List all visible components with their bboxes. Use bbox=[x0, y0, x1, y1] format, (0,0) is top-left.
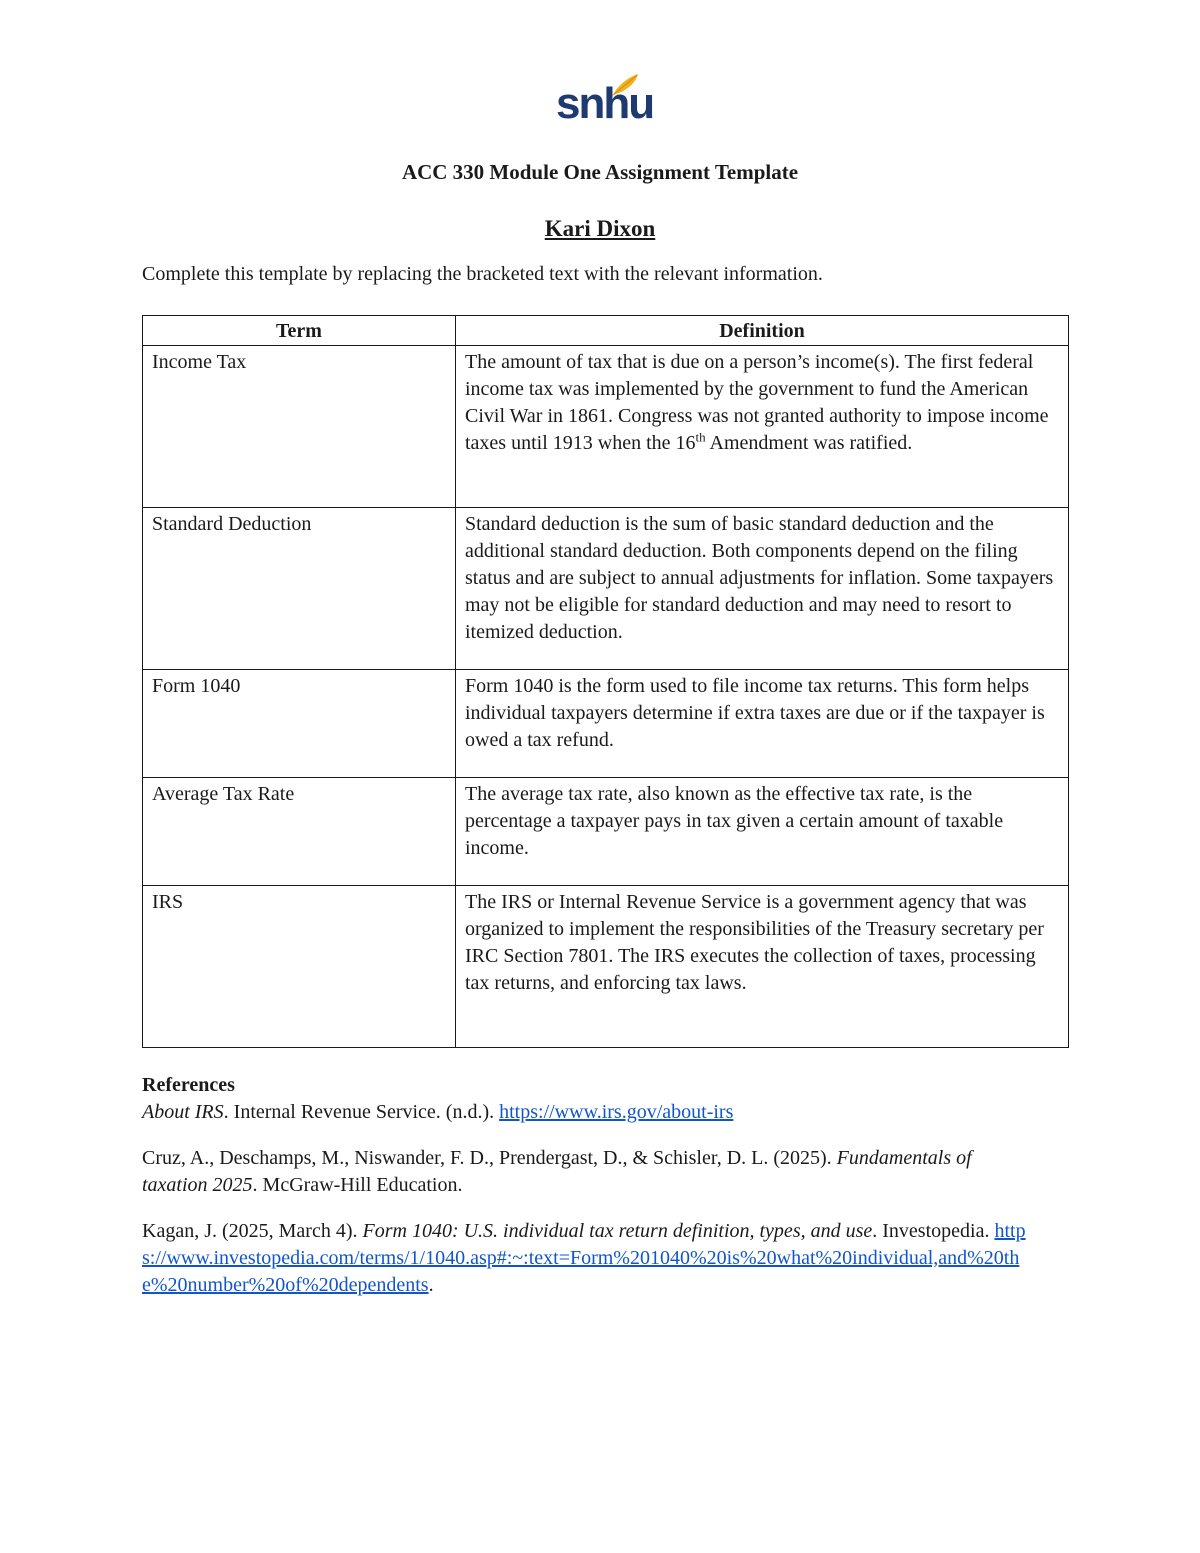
definition-cell: Form 1040 is the form used to file income tax returns. This form helps individual taxpayers determine if extra taxes are due or if the taxpayer is owed a tax refund. bbox=[456, 670, 1069, 778]
definition-text: The amount of tax that is due on a person’s income(s). The first federal income tax was implemented by the government to fund the American Civil War in 1861. Congress was not granted authority to impose income taxes until 1913 when the 16 bbox=[465, 351, 1049, 454]
reference-title: Fundamentals of taxation 2025 bbox=[142, 1147, 972, 1196]
page-title: ACC 330 Module One Assignment Template bbox=[401, 160, 799, 184]
logo-text: snhu bbox=[556, 79, 654, 128]
author-name: Kari Dixon bbox=[544, 216, 656, 241]
term-cell: Income Tax bbox=[143, 346, 456, 508]
definition-cell: Standard deduction is the sum of basic standard deduction and the additional standard deduction. Both components depend on the filing status and are subject to annual adjustments for inflation. Some taxpayers may not be eligible for standard deduction and may need to resort to itemized deduction. bbox=[456, 508, 1069, 670]
reference-text: Cruz, A., Deschamps, M., Niswander, F. D., Prendergast, D., & Schisler, D. L. (2025). bbox=[142, 1147, 837, 1169]
reference-link[interactable]: https://www.investopedia.com/terms/1/1040.asp#:~:text=Form%201040%20is%20what%20individual,and%20the%20number%20of%20dependents bbox=[142, 1220, 1026, 1296]
definition-cell bbox=[456, 346, 1069, 508]
reference-item bbox=[142, 1145, 1042, 1199]
definition-cell: The average tax rate, also known as the effective tax rate, is the percentage a taxpayer pays in tax given a certain amount of taxable income. bbox=[456, 778, 1069, 886]
definition-text-end: Amendment was ratified. bbox=[705, 432, 913, 454]
table-row bbox=[143, 670, 1069, 778]
snhu-logo bbox=[552, 72, 654, 136]
instructions-text: Complete this template by replacing the bracketed text with the relevant information. bbox=[142, 263, 823, 285]
table-row bbox=[143, 778, 1069, 886]
term-cell: Form 1040 bbox=[143, 670, 456, 778]
references-section bbox=[142, 1072, 1042, 1318]
reference-item bbox=[142, 1099, 1042, 1126]
reference-title: Form 1040: U.S. individual tax return definition, types, and use bbox=[362, 1220, 873, 1242]
term-cell: Standard Deduction bbox=[143, 508, 456, 670]
table-row bbox=[143, 346, 1069, 508]
reference-text-end: . Investopedia. bbox=[872, 1220, 995, 1242]
reference-item bbox=[142, 1218, 1042, 1299]
definition-cell: The IRS or Internal Revenue Service is a government agency that was organized to implement the responsibilities of the Treasury secretary per IRC Section 7801. The IRS executes the collection of taxes, processing tax returns, and enforcing tax laws. bbox=[456, 886, 1069, 1048]
term-cell: IRS bbox=[143, 886, 456, 1048]
references-heading: References bbox=[142, 1074, 235, 1096]
reference-trailing: . bbox=[428, 1274, 434, 1296]
terms-table bbox=[142, 315, 1069, 1048]
reference-link[interactable]: https://www.irs.gov/about-irs bbox=[499, 1101, 734, 1123]
reference-text: . Internal Revenue Service. (n.d.). bbox=[223, 1101, 500, 1123]
header-term: Term bbox=[143, 316, 456, 346]
reference-title: About IRS bbox=[142, 1101, 224, 1123]
term-cell: Average Tax Rate bbox=[143, 778, 456, 886]
reference-text: Kagan, J. (2025, March 4). bbox=[142, 1220, 363, 1242]
ordinal-suffix: th bbox=[695, 429, 706, 445]
table-header-row bbox=[143, 316, 1069, 346]
table-row bbox=[143, 508, 1069, 670]
header-definition: Definition bbox=[456, 316, 1069, 346]
reference-text-end: . McGraw-Hill Education. bbox=[252, 1174, 463, 1196]
table-row bbox=[143, 886, 1069, 1048]
